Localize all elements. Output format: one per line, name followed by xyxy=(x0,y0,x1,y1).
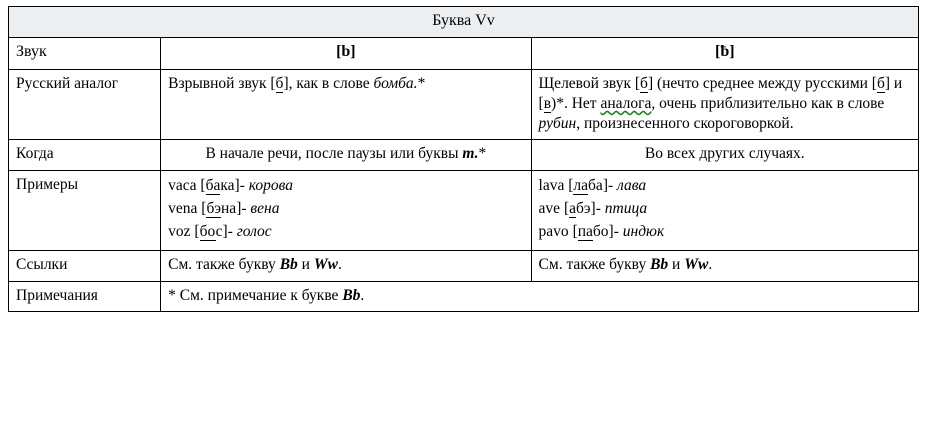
russian-analog-col1 xyxy=(161,69,531,139)
spanish-word: voz xyxy=(168,222,191,240)
text-fragment: ], как в слове xyxy=(283,74,374,92)
text-fragment: ] (нечто среднее между русскими [ xyxy=(647,74,877,92)
text-fragment: , произнесенного скороговоркой. xyxy=(576,114,794,132)
translation: индюк xyxy=(622,222,665,240)
example-word: рубин xyxy=(538,114,577,132)
text-fragment: [ xyxy=(572,222,578,240)
list-item xyxy=(539,198,911,221)
letter-reference[interactable]: Bb xyxy=(342,286,361,304)
text-fragment: ба]- xyxy=(588,177,618,195)
underlined-sound: ба xyxy=(205,177,221,195)
translation: голос xyxy=(236,222,272,240)
table-row-when xyxy=(9,140,919,171)
list-item xyxy=(539,221,911,244)
list-item xyxy=(168,221,523,244)
text-fragment: См. также букву xyxy=(168,255,280,273)
translation: вена xyxy=(250,200,280,218)
table-row-russian-analog xyxy=(9,69,919,139)
underlined-sound: а xyxy=(569,200,576,218)
text-fragment: В начале речи, после паузы или буквы xyxy=(205,145,463,163)
spanish-word: vena xyxy=(168,200,198,218)
text-fragment: [ xyxy=(201,200,207,218)
text-fragment: , очень приблизительно как в слове xyxy=(651,94,885,112)
underlined-sound: в xyxy=(543,94,552,112)
underlined-sound: б xyxy=(275,74,284,92)
row-label-when: Когда xyxy=(9,140,161,171)
table-row-examples xyxy=(9,171,919,250)
underlined-sound: ла xyxy=(573,177,589,195)
text-fragment: и xyxy=(668,255,685,273)
text-fragment: ] и [ xyxy=(538,74,903,112)
text-fragment: и xyxy=(297,255,314,273)
spanish-word: lava xyxy=(538,177,565,195)
table-title: Буква Vv xyxy=(9,7,919,38)
letter-reference[interactable]: Bb xyxy=(650,255,669,273)
row-label-sound: Звук xyxy=(9,38,161,69)
links-col1 xyxy=(161,250,531,281)
row-label-russian-analog: Русский аналог xyxy=(9,69,161,139)
when-col1 xyxy=(161,140,531,171)
text-fragment: бо]- xyxy=(592,222,623,240)
list-item xyxy=(168,198,523,221)
text-fragment: . xyxy=(360,286,365,304)
spanish-word: vaca xyxy=(168,177,197,195)
underlined-sound: б xyxy=(640,74,648,92)
text-fragment: [ xyxy=(194,222,200,240)
text-fragment: [ xyxy=(563,200,570,218)
links-col2 xyxy=(531,250,918,281)
text-fragment: с]- xyxy=(215,222,237,240)
sound-col2-value: [ƀ] xyxy=(531,38,918,69)
list-item xyxy=(168,175,523,198)
letter-reference[interactable]: Bb xyxy=(279,255,298,273)
notes-text xyxy=(161,281,919,312)
translation: птица xyxy=(604,200,648,218)
row-label-examples: Примеры xyxy=(9,171,161,250)
text-fragment: . xyxy=(337,255,342,273)
text-fragment: Взрывной звук [ xyxy=(168,74,276,92)
table-row-sound xyxy=(9,38,919,69)
text-fragment: [ xyxy=(200,177,206,195)
when-col2: Во всех других случаях. xyxy=(531,140,918,171)
examples-col1 xyxy=(161,171,531,250)
letter-reference: т. xyxy=(462,145,479,163)
text-fragment: . xyxy=(708,255,713,273)
spanish-word: ave xyxy=(538,200,561,218)
row-label-links: Ссылки xyxy=(9,250,161,281)
row-label-notes: Примечания xyxy=(9,281,161,312)
text-fragment: См. также букву xyxy=(538,255,651,273)
translation: лава xyxy=(617,177,647,195)
spanish-word: pavo xyxy=(538,222,569,240)
sound-col1-value: [b] xyxy=(161,38,531,69)
text-fragment: Щелевой звук [ xyxy=(538,74,641,92)
example-word: бомба. xyxy=(373,74,418,92)
table-row-links xyxy=(9,250,919,281)
underlined-sound: б xyxy=(876,74,885,92)
examples-col2 xyxy=(531,171,918,250)
text-fragment: бэ]- xyxy=(576,200,605,218)
text-fragment: на]- xyxy=(221,200,251,218)
table-row-title xyxy=(9,7,919,38)
underlined-sound: па xyxy=(577,222,593,240)
list-item xyxy=(539,175,911,198)
letter-reference[interactable]: Ww xyxy=(313,255,338,273)
text-fragment: ка]- xyxy=(220,177,249,195)
underlined-sound: бо xyxy=(199,222,216,240)
text-fragment: * См. примечание к букве xyxy=(168,286,343,304)
table-row-notes xyxy=(9,281,919,312)
footnote-marker: * xyxy=(478,145,487,163)
underlined-sound: бэ xyxy=(206,200,222,218)
text-fragment: [ xyxy=(568,177,574,195)
letter-reference-table xyxy=(8,6,919,312)
footnote-marker: * xyxy=(417,74,426,92)
translation: корова xyxy=(248,177,294,195)
letter-reference[interactable]: Ww xyxy=(684,255,709,273)
text-fragment: )*. Нет xyxy=(551,94,601,112)
russian-analog-col2 xyxy=(531,69,918,139)
spellcheck-marked-word: аналога xyxy=(600,94,652,112)
